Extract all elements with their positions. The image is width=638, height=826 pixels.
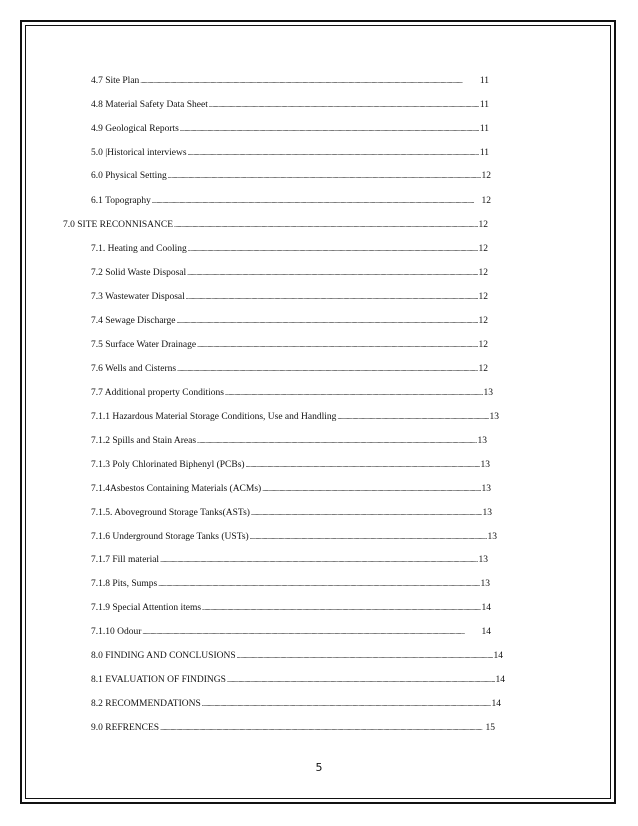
leader-dots: [202, 697, 491, 711]
toc-entry-page: 13: [477, 436, 487, 446]
toc-entry-title: 7.1.8 Pits, Sumps: [91, 579, 158, 589]
toc-entry[interactable]: [91, 314, 488, 328]
toc-entry[interactable]: [91, 553, 488, 567]
toc-entry[interactable]: [91, 506, 492, 520]
toc-entry-title: 7.1.6 Underground Storage Tanks (USTs): [91, 532, 249, 542]
toc-entry-title: 4.9 Geological Reports: [91, 124, 179, 134]
toc-entry[interactable]: [91, 458, 490, 472]
leader-dots: [197, 338, 477, 352]
toc-entry-title: 5.0 |Historical interviews: [91, 148, 187, 158]
leader-dots: [188, 242, 478, 256]
leader-dots: [142, 625, 480, 639]
toc-entry[interactable]: [91, 386, 493, 400]
toc-entry-title: 7.4 Sewage Discharge: [91, 316, 176, 326]
leader-dots: [160, 721, 484, 735]
toc-entry-title: 7.7 Additional property Conditions: [91, 388, 224, 398]
toc-entry-page: 11: [479, 76, 489, 86]
toc-entry[interactable]: [91, 721, 495, 735]
toc-entry[interactable]: [91, 601, 491, 615]
toc-entry-page: 12: [478, 364, 488, 374]
toc-entry-page: 14: [481, 627, 491, 637]
toc-entry-title: 7.1.9 Special Attention items: [91, 603, 202, 613]
toc-entry-title: 7.1.10 Odour: [91, 627, 142, 637]
toc-entry-page: 13: [489, 412, 499, 422]
toc-entry-page: 13: [481, 484, 491, 494]
toc-entry-title: 6.0 Physical Setting: [91, 171, 167, 181]
toc-entry-title: 8.2 RECOMMENDATIONS: [91, 699, 201, 709]
toc-entry[interactable]: [91, 74, 489, 88]
toc-entry[interactable]: [91, 410, 499, 424]
leader-dots: [158, 577, 479, 591]
leader-dots: [174, 218, 477, 232]
toc-entry-title: 7.1.7 Fill material: [91, 555, 160, 565]
leader-dots: [197, 434, 476, 448]
toc-entry-page: 12: [481, 196, 491, 206]
leader-dots: [202, 601, 480, 615]
toc-entry-page: 11: [479, 100, 489, 110]
toc-entry[interactable]: [91, 290, 488, 304]
toc-entry-page: 11: [479, 124, 489, 134]
toc-entry[interactable]: [91, 530, 497, 544]
toc-entry[interactable]: [91, 169, 491, 183]
toc-entry-title: 9.0 REFRENCES: [91, 723, 160, 733]
toc-entry[interactable]: [91, 649, 503, 663]
leader-dots: [152, 194, 481, 208]
toc-entry[interactable]: [91, 194, 491, 208]
leader-dots: [337, 410, 488, 424]
leader-dots: [160, 553, 477, 567]
toc-entry[interactable]: [63, 218, 488, 232]
toc-entry[interactable]: [91, 577, 490, 591]
toc-entry-page: 14: [493, 651, 503, 661]
toc-entry-page: 13: [480, 460, 490, 470]
leader-dots: [225, 386, 483, 400]
page-number: 5: [315, 761, 323, 774]
toc-entry[interactable]: [91, 146, 489, 160]
toc-entry[interactable]: [91, 122, 489, 136]
toc-entry-page: 12: [481, 171, 491, 181]
toc-entry-page: 12: [478, 244, 488, 254]
toc-entry-title: 8.1 EVALUATION OF FINDINGS: [91, 675, 226, 685]
leader-dots: [209, 98, 479, 112]
toc-entry-title: 7.3 Wastewater Disposal: [91, 292, 185, 302]
leader-dots: [246, 458, 480, 472]
toc-entry[interactable]: [91, 98, 489, 112]
toc-entry[interactable]: [91, 434, 487, 448]
toc-entry-page: 14: [495, 675, 505, 685]
toc-entry-page: 13: [487, 532, 497, 542]
toc-entry[interactable]: [91, 673, 505, 687]
toc-entry-page: 12: [478, 268, 488, 278]
toc-entry-page: 12: [478, 292, 488, 302]
toc-entry-title: 7.1.4Asbestos Containing Materials (ACMs): [91, 484, 262, 494]
toc-entry-title: 7.1.1 Hazardous Material Storage Conditions, Use and Handling: [91, 412, 337, 422]
leader-dots: [168, 169, 481, 183]
toc-entry-title: 7.1.2 Spills and Stain Areas: [91, 436, 197, 446]
toc-entry-page: 12: [478, 316, 488, 326]
toc-entry-page: 14: [491, 699, 501, 709]
leader-dots: [188, 146, 479, 160]
leader-dots: [140, 74, 479, 88]
toc-entry-page: 13: [480, 579, 490, 589]
toc-entry-title: 4.8 Material Safety Data Sheet: [91, 100, 208, 110]
leader-dots: [180, 122, 479, 136]
toc-entry-title: 7.2 Solid Waste Disposal: [91, 268, 187, 278]
toc-entry[interactable]: [91, 266, 488, 280]
toc-entry-title: 4.7 Site Plan: [91, 76, 140, 86]
toc-entry-page: 12: [478, 220, 488, 230]
leader-dots: [177, 362, 477, 376]
toc-entry-page: 11: [479, 148, 489, 158]
toc-entry[interactable]: [91, 697, 501, 711]
toc-entry-page: 13: [483, 388, 493, 398]
toc-entry-title: 7.0 SITE RECONNISANCE: [63, 220, 174, 230]
toc-entry[interactable]: [91, 362, 488, 376]
toc-entry-title: 6.1 Topography: [91, 196, 151, 206]
toc-entry-page: 13: [478, 555, 488, 565]
toc-entry[interactable]: [91, 338, 488, 352]
leader-dots: [262, 482, 480, 496]
toc-entry-page: 15: [485, 723, 495, 733]
toc-entry-title: 7.6 Wells and Cisterns: [91, 364, 177, 374]
toc-entry-page: 14: [481, 603, 491, 613]
toc-entry-title: 7.1. Heating and Cooling: [91, 244, 187, 254]
leader-dots: [186, 290, 478, 304]
leader-dots: [227, 673, 495, 687]
leader-dots: [237, 649, 493, 663]
leader-dots: [187, 266, 477, 280]
toc-entry[interactable]: [91, 625, 491, 639]
toc-entry-title: 7.1.3 Poly Chlorinated Biphenyl (PCBs): [91, 460, 245, 470]
toc-entry-title: 7.5 Surface Water Drainage: [91, 340, 197, 350]
toc-entry-title: 8.0 FINDING AND CONCLUSIONS: [91, 651, 236, 661]
toc-entry-title: 7.1.5. Aboveground Storage Tanks(ASTs): [91, 508, 250, 518]
toc-entry-page: 12: [478, 340, 488, 350]
toc-entry[interactable]: [91, 242, 488, 256]
leader-dots: [177, 314, 478, 328]
leader-dots: [250, 530, 487, 544]
toc-entry-page: 13: [482, 508, 492, 518]
leader-dots: [251, 506, 482, 520]
toc-entry[interactable]: [91, 482, 491, 496]
